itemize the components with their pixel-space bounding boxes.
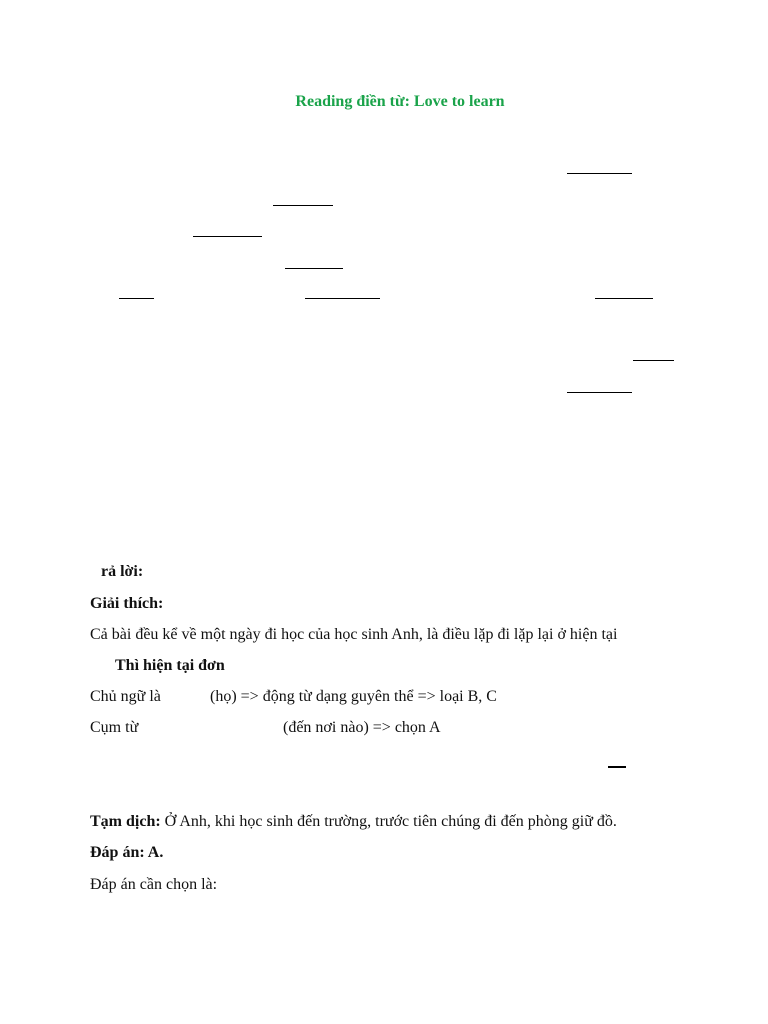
blank-line — [193, 236, 262, 237]
page-title: Reading điền từ: Love to learn — [295, 93, 505, 110]
blank-line — [119, 298, 154, 299]
blank-line — [633, 360, 674, 361]
answer-label: Đáp án: A. — [90, 844, 164, 861]
phrase-rule: (đến nơi nào) => chọn A — [283, 719, 441, 736]
tense-label: Thì hiện tại đơn — [115, 657, 225, 674]
translation-line — [90, 812, 617, 832]
blank-line — [273, 205, 333, 206]
phrase-label: Cụm từ — [90, 719, 139, 736]
translation-text: Ở Anh, khi học sinh đến trường, trước tiên chúng đi đến phòng giữ đồ. — [164, 813, 617, 830]
answer-heading: rả lời: — [101, 563, 144, 580]
dash-mark — [608, 766, 626, 768]
translation-label: Tạm dịch: — [90, 813, 161, 830]
blank-line — [567, 392, 632, 393]
subject-label: Chủ ngữ là — [90, 688, 161, 705]
explanation-text: Cả bài đều kể về một ngày đi học của học sinh Anh, là điều lặp đi lặp lại ở hiện tại — [90, 626, 618, 643]
blank-line — [595, 298, 653, 299]
subject-rule: (họ) => động từ dạng guyên thể => loại B, C — [210, 688, 497, 705]
blank-line — [305, 298, 380, 299]
blank-line — [567, 173, 632, 174]
next-question-prompt: Đáp án cần chọn là: — [90, 876, 218, 893]
explanation-heading: Giải thích: — [90, 595, 164, 612]
blank-line — [285, 268, 343, 269]
